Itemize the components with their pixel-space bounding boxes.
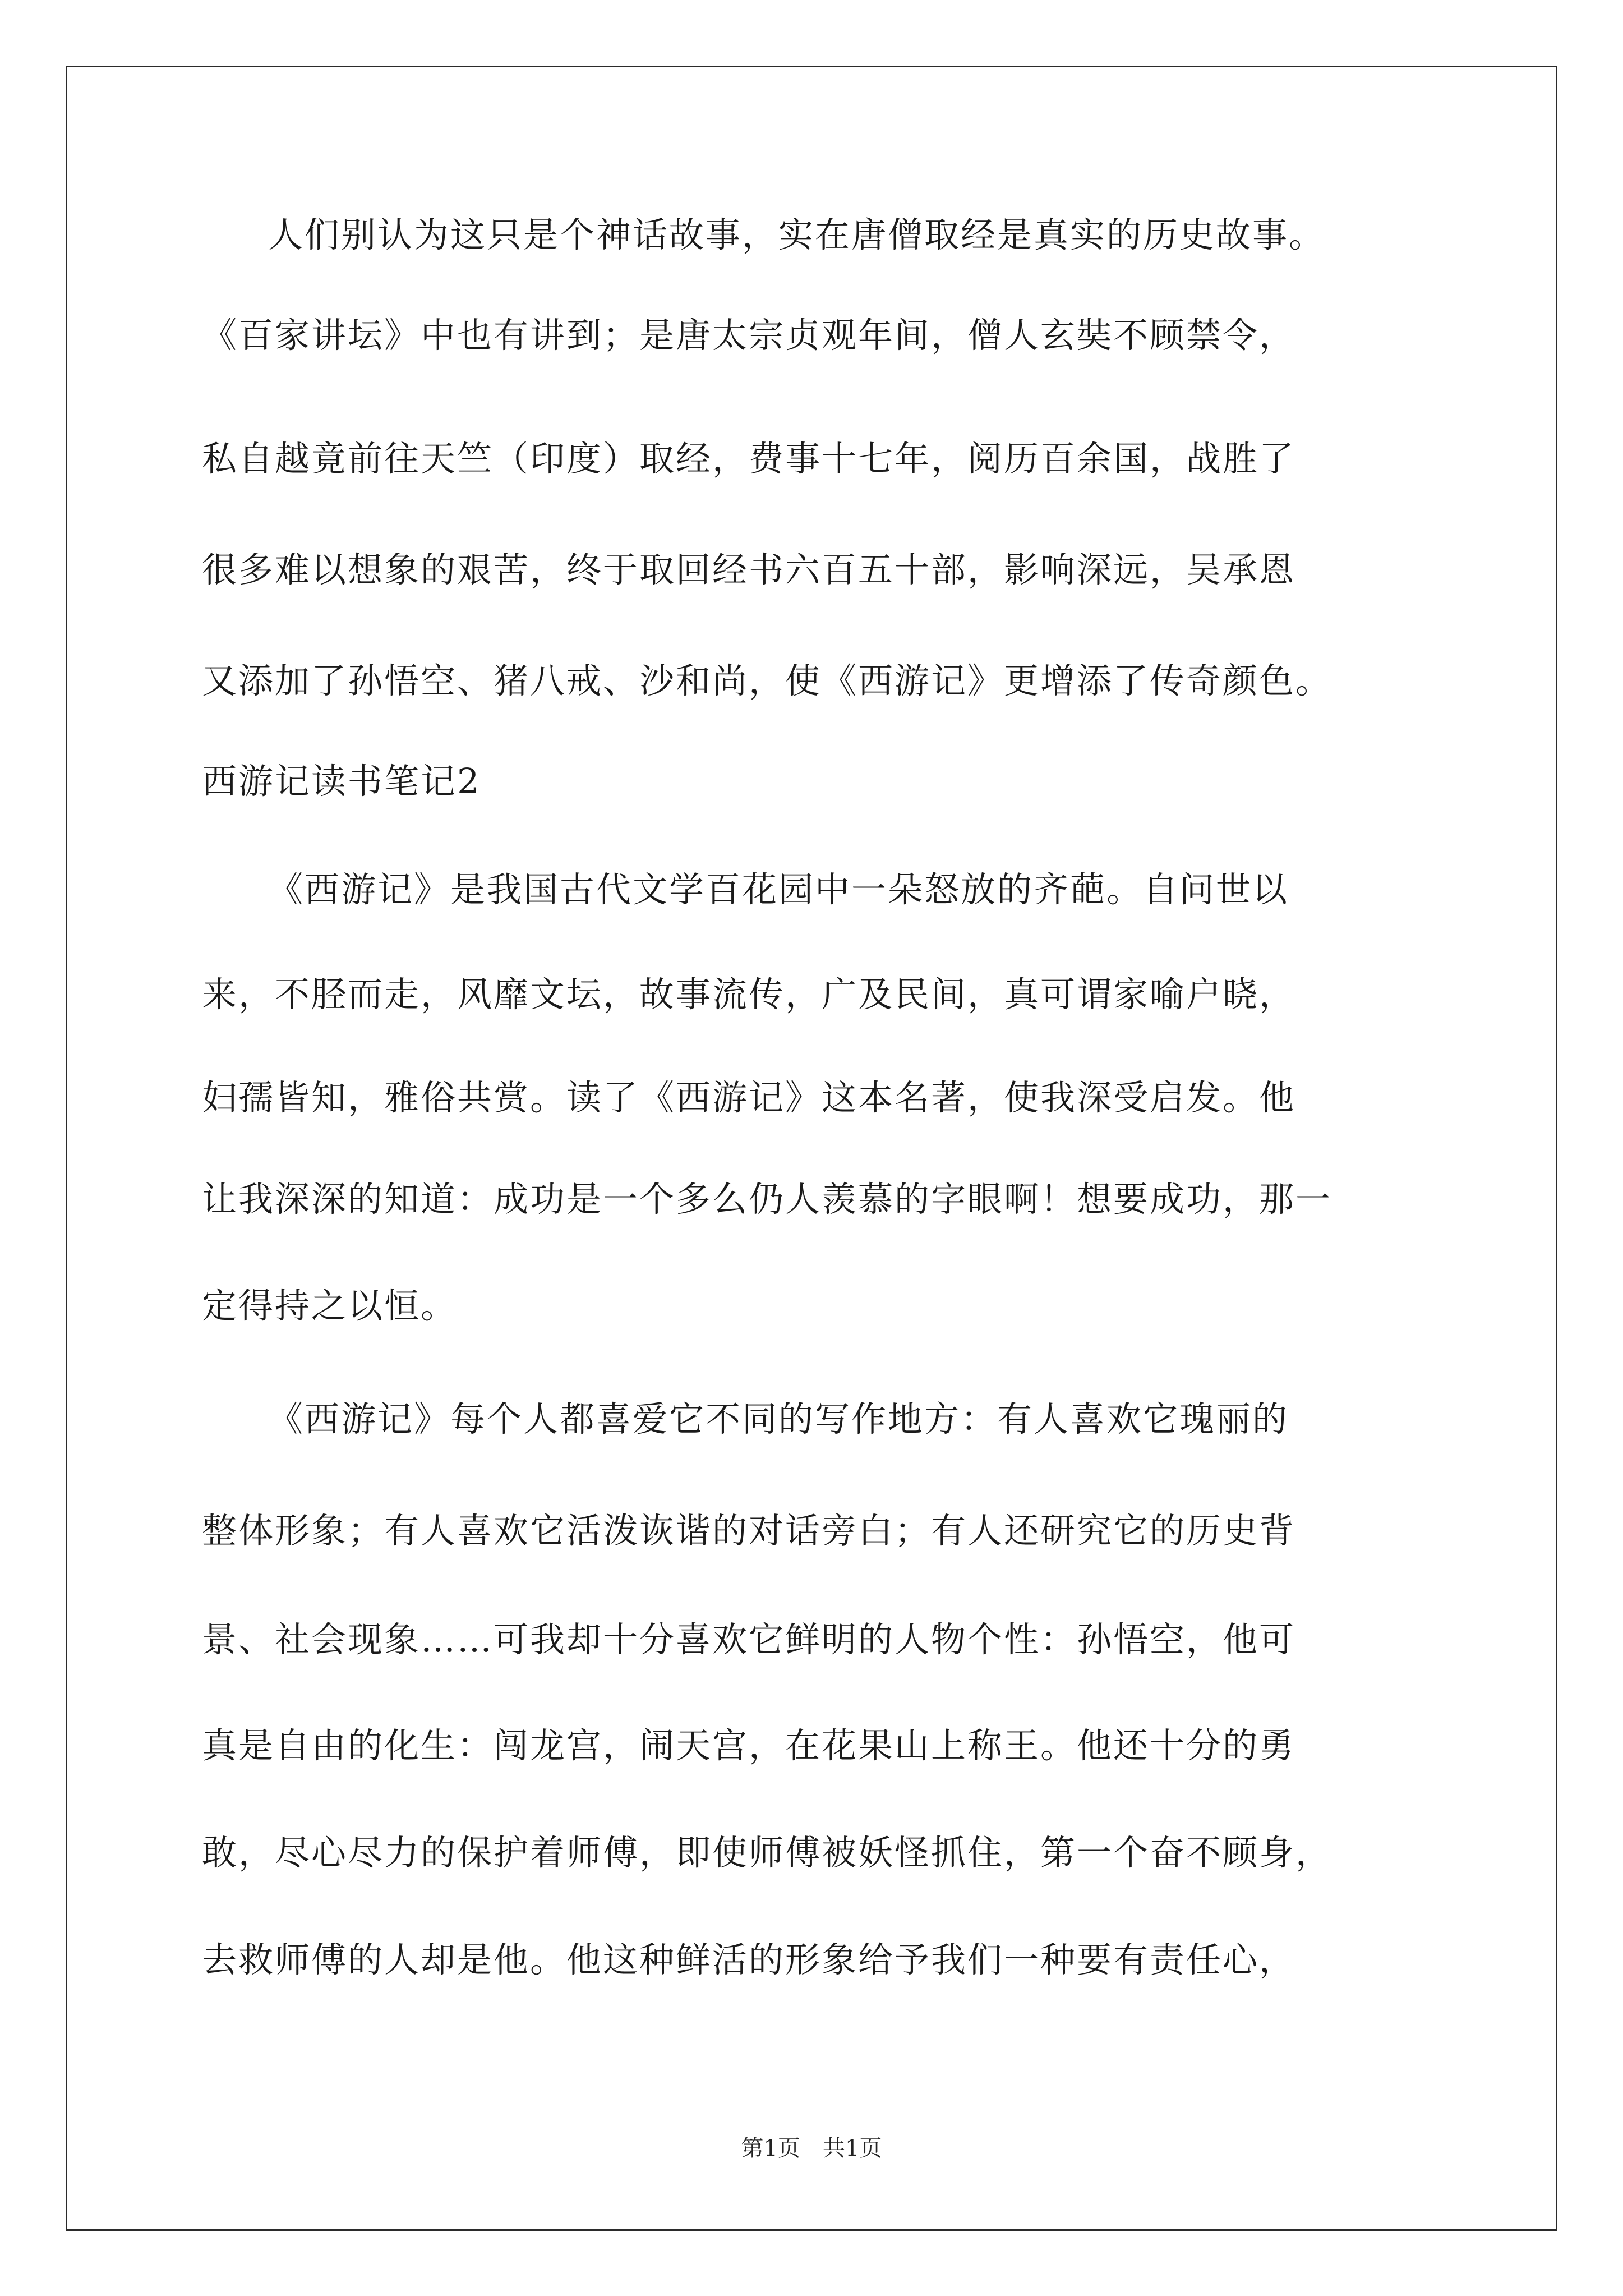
text-line: 真是自由的化生：闯龙宫，闹天宫，在花果山上称王。他还十分的勇 bbox=[202, 1725, 1296, 1766]
text-line: 来，不胫而走，风靡文坛，故事流传，广及民间，真可谓家喻户晓， bbox=[202, 974, 1296, 1015]
page-number-footer: 第1页 共1页 bbox=[741, 2136, 882, 2161]
text-line: 让我深深的知道：成功是一个多么仍人羡慕的字眼啊！想要成功，那一 bbox=[202, 1179, 1332, 1220]
text-line: 又添加了孙悟空、猪八戒、沙和尚，使《西游记》更增添了传奇颜色。 bbox=[202, 660, 1332, 701]
text-line: 私自越竟前往天竺（印度）取经，费事十七年，阅历百余国，战胜了 bbox=[202, 438, 1296, 479]
text-line: 整体形象；有人喜欢它活泼诙谐的对话旁白；有人还研究它的历史背 bbox=[202, 1510, 1296, 1551]
page-frame bbox=[66, 66, 1557, 2231]
section-heading: 西游记读书笔记2 bbox=[202, 761, 481, 802]
text-line: 景、社会现象……可我却十分喜欢它鲜明的人物个性：孙悟空，他可 bbox=[202, 1619, 1296, 1660]
text-line: 人们别认为这只是个神话故事，实在唐僧取经是真实的历史故事。 bbox=[268, 214, 1326, 255]
text-line: 敢，尽心尽力的保护着师傅，即使师傅被妖怪抓住，第一个奋不顾身， bbox=[202, 1832, 1332, 1873]
text-line: 去救师傅的人却是他。他这种鲜活的形象给予我们一种要有责任心， bbox=[202, 1939, 1296, 1980]
text-line: 定得持之以恒。 bbox=[202, 1285, 458, 1326]
text-line: 《百家讲坛》中也有讲到；是唐太宗贞观年间，僧人玄奘不顾禁令， bbox=[202, 315, 1296, 356]
text-line: 很多难以想象的艰苦，终于取回经书六百五十部，影响深远，吴承恩 bbox=[202, 549, 1296, 590]
text-line: 《西游记》是我国古代文学百花园中一朵怒放的齐葩。自问世以 bbox=[268, 869, 1289, 910]
text-line: 《西游记》每个人都喜爱它不同的写作地方：有人喜欢它瑰丽的 bbox=[268, 1398, 1289, 1439]
text-line: 妇孺皆知，雅俗共赏。读了《西游记》这本名著，使我深受启发。他 bbox=[202, 1077, 1296, 1118]
